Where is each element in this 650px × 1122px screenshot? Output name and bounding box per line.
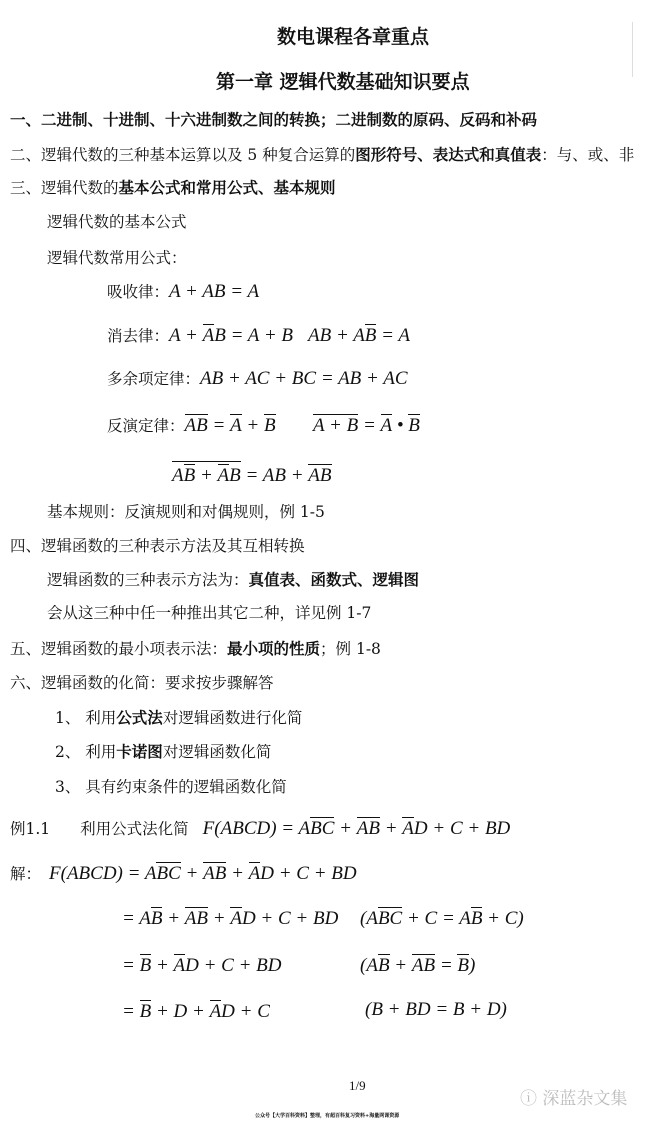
chapter-title: 第一章 逻辑代数基础知识要点 xyxy=(216,71,470,93)
step-1 xyxy=(55,708,302,728)
math-text: A xyxy=(202,325,215,346)
solution-note xyxy=(360,907,524,929)
math-text: A xyxy=(230,415,242,436)
redundancy-formula xyxy=(107,369,408,389)
math-text: F(ABCD) = A xyxy=(202,818,311,839)
overbar xyxy=(310,817,322,838)
elimination-formula-2 xyxy=(308,324,410,346)
example-label: 例1.1 xyxy=(10,820,51,838)
example-task: 利用公式法化简 xyxy=(80,820,189,838)
bold-text-run: 最小项的性质 xyxy=(227,640,321,658)
overbar xyxy=(320,464,332,485)
math-text: + C) xyxy=(482,908,524,929)
math-text: A xyxy=(356,818,369,839)
formula-label: 吸收律： xyxy=(107,283,170,301)
solution-expression xyxy=(122,908,338,929)
math-text: B xyxy=(229,465,241,486)
basic-formulas xyxy=(47,212,187,232)
text-run: 基本规则：反演规则和对偶规则，例 1-5 xyxy=(47,503,325,521)
overbar xyxy=(215,862,227,883)
overbar xyxy=(203,324,215,345)
item-5 xyxy=(10,639,381,659)
math-text: + C = A xyxy=(402,908,471,929)
overbar xyxy=(168,862,181,883)
overbar xyxy=(408,414,420,435)
example-expression xyxy=(203,818,511,839)
text-run: 四、逻辑函数的三种表示方法及其互相转换 xyxy=(10,537,305,555)
math-text: A + B xyxy=(313,415,359,436)
overbar xyxy=(402,817,414,838)
math-text: + xyxy=(334,818,357,839)
formula-expression xyxy=(172,465,332,486)
formula-label: 反演定律： xyxy=(107,417,185,435)
math-text: = xyxy=(122,955,140,976)
bold-text-run: 真值表、函数式、逻辑图 xyxy=(248,571,420,589)
formula-expression xyxy=(185,415,276,436)
overbar xyxy=(172,461,241,485)
math-text: A xyxy=(402,818,414,839)
overbar xyxy=(184,464,196,485)
math-text: A xyxy=(173,955,186,976)
math-text: B xyxy=(423,955,436,976)
bold-text-run: 基本公式和常用公式、基本规则 xyxy=(118,179,336,197)
overbar xyxy=(230,907,242,928)
formula-expression xyxy=(169,325,293,346)
math-text: = A xyxy=(376,325,410,346)
three-methods xyxy=(47,570,419,590)
math-text: + xyxy=(379,818,403,839)
math-text: B xyxy=(139,1001,152,1022)
math-text: B xyxy=(319,465,332,486)
math-text: A xyxy=(203,863,215,884)
math-text: B xyxy=(156,863,169,884)
page-edge-line xyxy=(632,22,633,77)
math-text: D + C xyxy=(221,1001,270,1022)
math-text: B xyxy=(214,863,227,884)
overbar xyxy=(322,817,335,838)
formula-label: 多余项定律： xyxy=(107,370,201,388)
solution-note xyxy=(360,954,475,976)
math-text: AB + AC + BC = AB + AC xyxy=(200,368,408,389)
text-run: ：与、或、非 xyxy=(541,146,635,164)
text-run: 二、逻辑代数的三种基本运算以及 5 种复合运算的 xyxy=(10,146,356,164)
math-text: + xyxy=(389,955,412,976)
math-text: A xyxy=(184,908,197,929)
math-text: D + C + BD xyxy=(260,863,357,884)
math-text: C xyxy=(168,863,181,884)
text-run: 三、逻辑代数的 xyxy=(10,179,119,197)
text-run: 六、逻辑函数的化简：要求按步骤解答 xyxy=(10,674,274,692)
overbar xyxy=(230,414,242,435)
math-text: AB xyxy=(184,415,208,436)
math-text: A xyxy=(308,465,320,486)
math-text: D + C + BD xyxy=(185,955,282,976)
bold-text-run: 卡诺图 xyxy=(116,743,163,761)
solution-expression xyxy=(122,1001,270,1022)
overbar xyxy=(140,1000,152,1021)
formula-expression xyxy=(169,281,259,302)
text-run: 逻辑函数的三种表示方法为： xyxy=(47,571,249,589)
elimination-formula xyxy=(107,324,293,346)
item-2 xyxy=(10,145,634,165)
math-text: • xyxy=(392,415,409,436)
text-run: 对逻辑函数进行化简 xyxy=(162,709,303,727)
step-2 xyxy=(55,742,271,762)
math-text: B xyxy=(368,818,380,839)
overbar xyxy=(174,954,186,975)
overbar xyxy=(196,907,208,928)
solution-expression xyxy=(122,955,282,976)
math-text: A xyxy=(411,955,424,976)
footer-note: 公众号【大学百科资料】整理，有超百科复习资料+海量网课资源 xyxy=(255,1113,400,1119)
solution-step xyxy=(122,1000,270,1022)
text-run: ；例 1-8 xyxy=(320,640,381,658)
overbar xyxy=(308,464,320,485)
math-text: B = A + B xyxy=(214,325,293,346)
overbar xyxy=(423,954,435,975)
item-3 xyxy=(10,178,336,198)
overbar xyxy=(381,414,393,435)
math-text: A + xyxy=(169,325,203,346)
formula-expression xyxy=(200,368,408,389)
math-text: = AB + xyxy=(240,465,309,486)
overbar xyxy=(457,954,469,975)
math-text: A xyxy=(248,863,261,884)
math-text: B xyxy=(150,908,163,929)
example-heading xyxy=(10,817,510,839)
overbar xyxy=(412,954,424,975)
text-run: 对逻辑函数化简 xyxy=(162,743,272,761)
math-text: = xyxy=(207,415,231,436)
solution-note xyxy=(365,1000,507,1020)
solution-step xyxy=(122,954,282,976)
math-text: A xyxy=(172,465,184,486)
math-text: + xyxy=(180,863,204,884)
math-text: A xyxy=(230,908,242,929)
math-text: A xyxy=(209,1001,222,1022)
basic-rules xyxy=(47,502,325,522)
xor-identity-formula xyxy=(172,461,332,486)
math-text: + xyxy=(151,955,174,976)
demorgan-formula-2 xyxy=(313,414,420,436)
math-text: ) xyxy=(469,955,476,976)
math-text: (A xyxy=(360,955,378,976)
overbar xyxy=(471,907,483,928)
text-run: 逻辑代数的基本公式 xyxy=(47,213,187,231)
math-text: B xyxy=(310,818,322,839)
math-text: B xyxy=(408,415,420,436)
overbar xyxy=(249,862,261,883)
math-text: + xyxy=(241,415,264,436)
solution-label: 解： xyxy=(10,865,42,883)
overbar xyxy=(368,817,380,838)
bold-text-run: 公式法 xyxy=(116,709,163,727)
overbar xyxy=(140,954,152,975)
math-text: AB + A xyxy=(308,325,365,346)
math-text: B xyxy=(457,955,470,976)
math-text: B xyxy=(377,955,390,976)
overbar xyxy=(210,1000,222,1021)
overbar xyxy=(390,907,403,928)
text-run: 会从这三种中任一种推出其它二种，详见例 1-7 xyxy=(47,604,372,622)
math-text: + xyxy=(162,908,185,929)
math-text: B xyxy=(377,908,390,929)
text-run: 1、 利用 xyxy=(55,709,117,727)
text-run: 2、 利用 xyxy=(55,743,117,761)
common-formulas xyxy=(47,248,187,268)
derive-note xyxy=(47,603,371,623)
math-text: B xyxy=(196,908,208,929)
overbar xyxy=(185,414,208,435)
math-text: = xyxy=(435,955,458,976)
math-text: + xyxy=(208,908,231,929)
step-3 xyxy=(55,777,287,797)
item-1 xyxy=(10,110,537,130)
watermark: ⓘ 深蓝杂文集 xyxy=(520,1089,628,1109)
absorption-formula xyxy=(107,282,259,302)
item-4 xyxy=(10,536,305,556)
bold-text-run: 一、二进制、十进制、十六进制数之间的转换；二进制数的原码、反码和补码 xyxy=(10,111,538,129)
solution-expression xyxy=(49,863,357,884)
math-text: B xyxy=(264,415,276,436)
math-text: B xyxy=(470,908,483,929)
text-run: 逻辑代数常用公式： xyxy=(47,249,187,267)
overbar xyxy=(151,907,163,928)
math-text: D + C + BD xyxy=(413,818,511,839)
math-text: D + C + BD xyxy=(241,908,339,929)
math-text: F(ABCD) = A xyxy=(49,863,157,884)
math-text: A xyxy=(380,415,393,436)
math-text: C xyxy=(389,908,403,929)
overbar xyxy=(378,954,390,975)
overbar xyxy=(156,862,168,883)
overbar xyxy=(203,862,215,883)
bold-text-run: 图形符号、表达式和真值表 xyxy=(355,146,542,164)
text-run: 五、逻辑函数的最小项表示法： xyxy=(10,640,228,658)
math-text: (B + BD = B + D) xyxy=(365,999,507,1020)
math-text: B xyxy=(183,465,196,486)
overbar xyxy=(357,817,369,838)
math-text: A xyxy=(217,465,230,486)
overbar xyxy=(185,907,197,928)
solution-step xyxy=(10,862,357,884)
overbar xyxy=(378,907,390,928)
math-text: A + AB = A xyxy=(169,281,260,302)
overbar xyxy=(313,414,358,435)
document-title: 数电课程各章重点 xyxy=(277,26,430,48)
math-text: + xyxy=(195,465,218,486)
formula-label: 消去律： xyxy=(107,327,170,345)
math-text: (A xyxy=(360,908,378,929)
math-text: B xyxy=(139,955,152,976)
text-run: 3、 具有约束条件的逻辑函数化简 xyxy=(55,778,287,796)
math-text: B xyxy=(364,325,377,346)
demorgan-formula xyxy=(107,414,276,436)
math-text: C xyxy=(321,818,335,839)
overbar xyxy=(264,414,276,435)
math-text: = xyxy=(122,1001,140,1022)
solution-step xyxy=(122,907,338,929)
math-text: = A xyxy=(122,908,151,929)
page-number: 1/9 xyxy=(349,1078,366,1093)
math-text: + D + xyxy=(151,1001,210,1022)
item-6 xyxy=(10,673,274,693)
math-text: + xyxy=(226,863,249,884)
math-text: = xyxy=(358,415,381,436)
overbar xyxy=(218,464,230,485)
overbar xyxy=(365,324,377,345)
